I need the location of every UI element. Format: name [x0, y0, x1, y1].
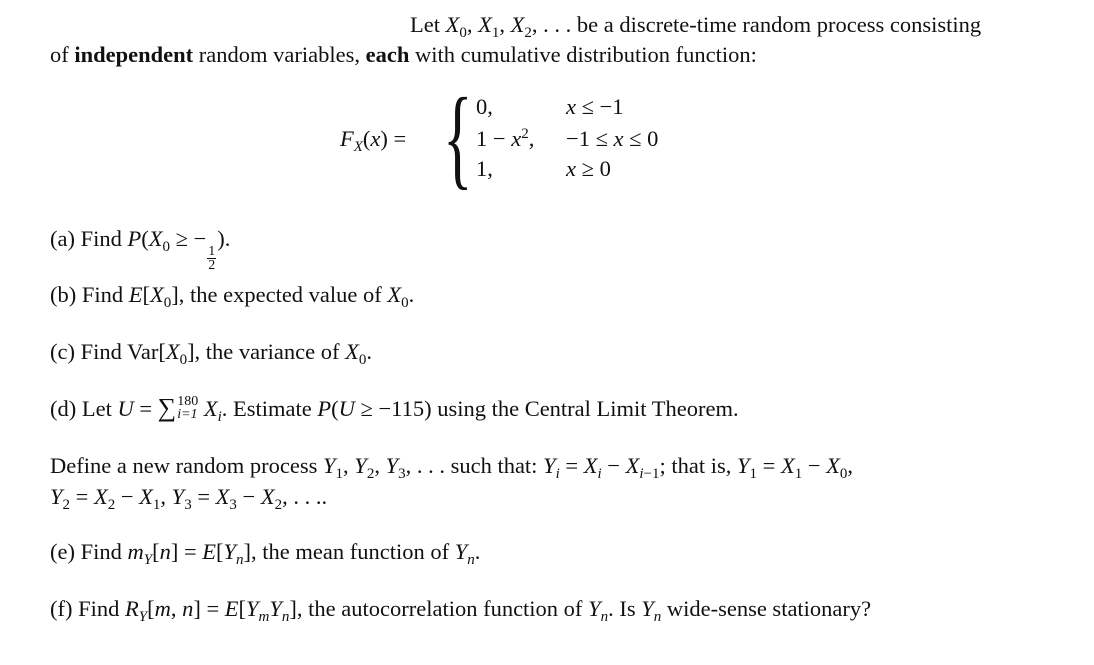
cdf-case-1-value: 0,: [476, 94, 493, 119]
part-e: (e) Find $m_Y[n] = E[Y_n]$, the mean function of $Y_n$.: [50, 539, 481, 568]
intro-line-1: Let $X_0$, $X_1$, $X_2$, . . . be a discrete-time random process consisting: [410, 12, 982, 41]
emphasis-each: each: [365, 42, 410, 67]
part-d: (d) Let U = ∑ 180 i=1 $X_i$. Estimate P(U ≥ −115) using the Central Limit Theorem.: [50, 393, 739, 425]
part-b: (b) Find $E[X_0]$, the expected value of $X_0$.: [50, 282, 415, 311]
cdf-equation: [340, 76, 760, 200]
cdf-case-2-condition: −1 ≤ x ≤ 0: [566, 126, 659, 151]
fraction-one-half: $\frac{1}{2}$: [208, 244, 216, 273]
emphasis-independent: independent: [74, 42, 194, 67]
part-c: (c) Find $Var[X_0]$, the variance of $X_0$.: [50, 339, 372, 368]
cdf-case-3-value: 1,: [476, 156, 493, 181]
cdf-case-2-value: $1 - x^2$,: [476, 126, 535, 151]
cdf-case-1-condition: x ≤ −1: [566, 94, 624, 119]
part-f: (f) Find $R_Y[m$, $n] = E[Y_mY_n]$, the autocorrelation function of $Y_n$. Is $Y_n$ wide-sense stationary?: [50, 596, 872, 625]
cdf-lhs: $F_X(x)$ =: [340, 126, 407, 155]
intro-line-2: of independent random variables, each with cumulative distribution function:: [50, 42, 757, 67]
cdf-case-3-condition: x ≥ 0: [566, 156, 611, 181]
define-line-2: $Y_2 = X_2 - X_1$, $Y_3 = X_3 - X_2$, . . ..: [50, 484, 328, 513]
define-line-1: Define a new random process $Y_1$, $Y_2$, $Y_3$, . . . such that: $Y_i = X_i - X_{i-1}$; that is, $Y_1 = X_1 - X_0$,: [50, 453, 854, 482]
summation: ∑ 180 i=1: [157, 393, 199, 422]
part-a: (a) Find $P(X_0$ ≥ − $\frac{1}{2}$ ).: [50, 226, 231, 273]
left-brace: {: [443, 76, 473, 200]
